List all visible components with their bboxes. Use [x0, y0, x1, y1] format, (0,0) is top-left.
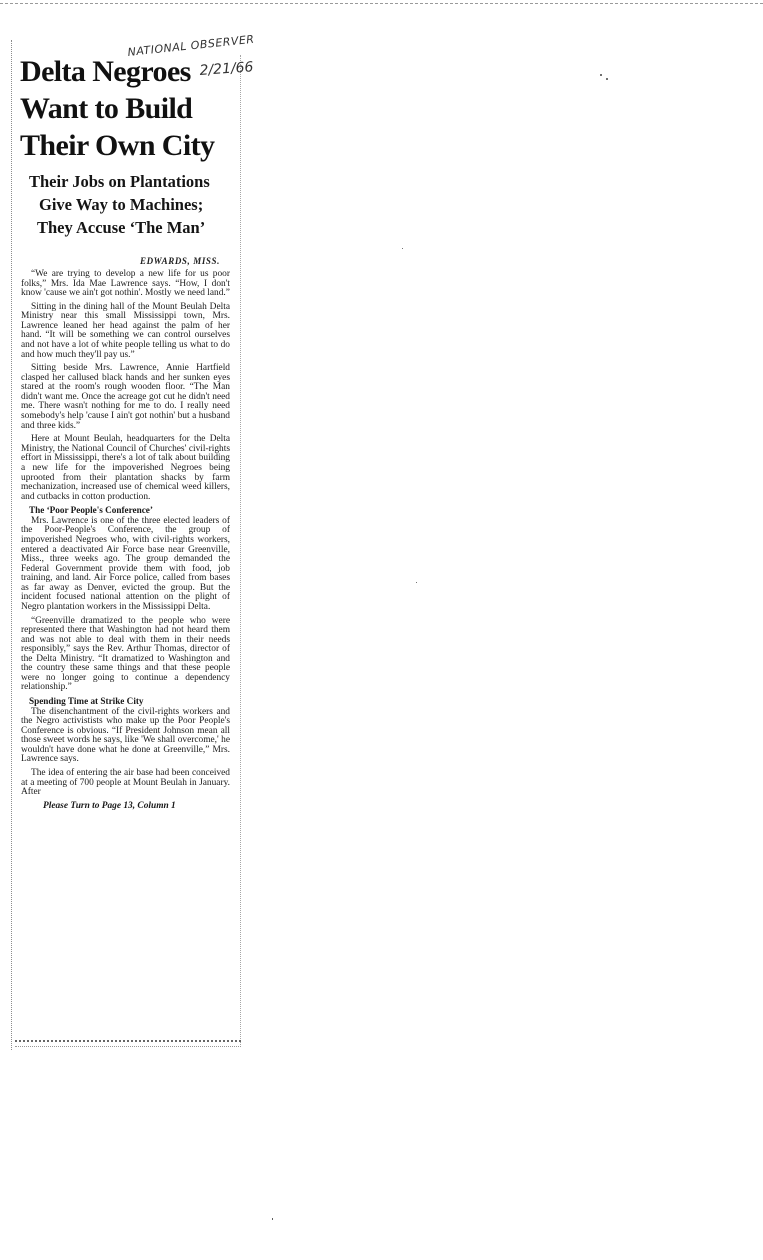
- dateline: EDWARDS, MISS.: [139, 256, 220, 266]
- clipping-left-edge: [11, 40, 12, 1050]
- section-heading: Spending Time at Strike City: [29, 696, 144, 707]
- clipping-right-edge: [240, 55, 241, 1045]
- page-top-rule: [0, 3, 763, 4]
- article-paragraph: Here at Mount Beulah, headquarters for the Delta Ministry, the National Council of Churches' civil-rights effort in Mississippi, there's a lot of talk about building a new life for the impoverished Negroes being uprooted from their plantation shacks by farm mechanization, increased use of chemical weed killers, and cutbacks in cotton production.: [21, 434, 230, 502]
- subheadline-line: Give Way to Machines;: [39, 195, 204, 214]
- scan-speck: [606, 78, 608, 80]
- article-paragraph: “We are trying to develop a new life for us poor folks,” Mrs. Ida Mae Lawrence says. “How, I don't know 'cause we ain't got nothin'. Mostly we need land.”: [21, 269, 230, 299]
- scan-speck: [600, 74, 602, 76]
- article-paragraph: The disenchantment of the civil-rights workers and the Negro activistists who make up the Poor People's Conference is obvious. “If President Johnson mean all those sweet words he says, like 'We shall overcome,' he wouldn't have done what he done at Greenville,” Mrs. Lawrence says.: [21, 706, 230, 765]
- headline: [20, 53, 230, 164]
- scan-speck: [272, 1218, 273, 1220]
- scan-speck: [416, 582, 417, 583]
- clipping-bottom-rule: [15, 1040, 241, 1047]
- newspaper-clipping: [15, 32, 256, 1060]
- handwritten-date-note: 2/21/66: [199, 59, 254, 79]
- subheadline: [29, 170, 239, 239]
- headline-line: Want to Build: [20, 92, 193, 125]
- article-paragraph: Sitting beside Mrs. Lawrence, Annie Hartfield clasped her callused black hands and her sunken eyes stared at the room's rough wooden floor. “The Man didn't want me. Once the acreage got cut he didn't need me. There wasn't nothing for me to do. I really need somebody's help 'cause I ain't got nothin' but a husband and three kids.”: [21, 363, 230, 431]
- headline-line: Delta Negroes: [20, 55, 191, 88]
- article-paragraph: The idea of entering the air base had been conceived at a meeting of 700 people at Mount Beulah in January. After: [21, 768, 230, 798]
- subheadline-line: They Accuse ‘The Man’: [37, 218, 206, 237]
- article-paragraph: “Greenville dramatized to the people who were represented there that Washington had not heard them and was not able to deal with them in their needs responsibly,” says the Rev. Arthur Thomas, director of the Delta Ministry. “It dramatized to Washington and the country these same things and that these people were no longer going to continue a dependency relationship.”: [21, 615, 230, 693]
- article-paragraph: Sitting in the dining hall of the Mount Beulah Delta Ministry near this small Mississippi town, Mrs. Lawrence leaned her head against the palm of her hand. “It will be something we can control ourselves and not have a lot of white people telling us what to do and how much they'll pay us.”: [21, 301, 230, 360]
- headline-line: Their Own City: [20, 129, 215, 162]
- article-body: [21, 270, 230, 816]
- handwritten-source-note: NATIONAL OBSERVER: [127, 32, 256, 59]
- continuation-note: Please Turn to Page 13, Column 1: [43, 800, 176, 811]
- article-paragraph: Mrs. Lawrence is one of the three elected leaders of the Poor-People's Conference, the group of impoverished Negroes who, with civil-rights workers, entered a deactivated Air Force base near Greenville, Miss., three weeks ago. The group demanded the Federal Government provide them with food, job training, and land. Air Force police, called from bases as far away as Denver, evicted the group. But the incident focused national attention on the plight of Negro plantation workers in the Mississippi Delta.: [21, 515, 230, 612]
- scan-speck: [402, 248, 403, 249]
- section-heading: The ‘Poor People's Conference’: [29, 505, 153, 516]
- subheadline-line: Their Jobs on Plantations: [29, 172, 210, 191]
